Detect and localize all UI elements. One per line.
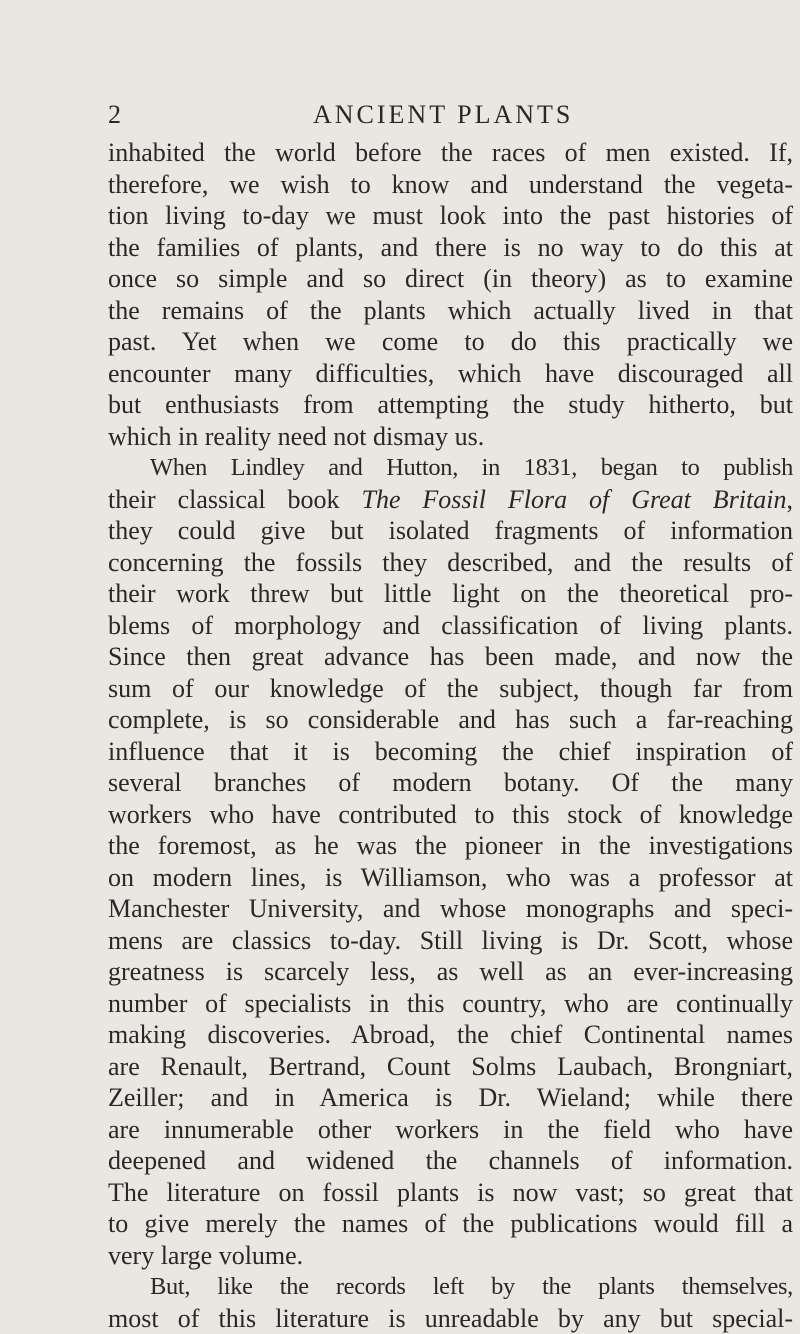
text-line: inhabited the world before the races of men existed. If, bbox=[108, 137, 793, 169]
text-line: Zeiller; and in America is Dr. Wieland; while there bbox=[108, 1082, 793, 1114]
running-title: ANCIENT PLANTS bbox=[313, 100, 573, 130]
text-line: their work threw but little light on the theoretical pro- bbox=[108, 578, 793, 610]
text-line: workers who have contributed to this stock of knowledge bbox=[108, 799, 793, 831]
text-line: but enthusiasts from attempting the study hitherto, but bbox=[108, 389, 793, 421]
text-segment: their classical book bbox=[108, 485, 361, 514]
text-line: number of specialists in this country, who are continually bbox=[108, 988, 793, 1020]
text-line: But, like the records left by the plants themselves, bbox=[108, 1271, 793, 1303]
text-line: therefore, we wish to know and understand the vegeta- bbox=[108, 169, 793, 201]
text-line: once so simple and so direct (in theory) as to examine bbox=[108, 263, 793, 295]
text-line: several branches of modern botany. Of the many bbox=[108, 767, 793, 799]
text-line: influence that it is becoming the chief inspiration of bbox=[108, 736, 793, 768]
text-line: are innumerable other workers in the field who have bbox=[108, 1114, 793, 1146]
text-line: very large volume. bbox=[108, 1240, 793, 1272]
text-line bbox=[108, 484, 793, 516]
text-line: Manchester University, and whose monographs and speci- bbox=[108, 893, 793, 925]
text-line: greatness is scarcely less, as well as an ever-increasing bbox=[108, 956, 793, 988]
text-line: deepened and widened the channels of information. bbox=[108, 1145, 793, 1177]
text-line: to give merely the names of the publications would fill a bbox=[108, 1208, 793, 1240]
text-line: mens are classics to-day. Still living is Dr. Scott, whose bbox=[108, 925, 793, 957]
text-line: the remains of the plants which actually lived in that bbox=[108, 295, 793, 327]
text-line: concerning the fossils they described, and the results of bbox=[108, 547, 793, 579]
text-line: they could give but isolated fragments of information bbox=[108, 515, 793, 547]
text-segment: , bbox=[786, 485, 793, 514]
text-line: sum of our knowledge of the subject, though far from bbox=[108, 673, 793, 705]
text-line: on modern lines, is Williamson, who was a professor at bbox=[108, 862, 793, 894]
text-line: tion living to-day we must look into the past histories of bbox=[108, 200, 793, 232]
text-line: Since then great advance has been made, and now the bbox=[108, 641, 793, 673]
text-line: blems of morphology and classification of living plants. bbox=[108, 610, 793, 642]
text-line: past. Yet when we come to do this practically we bbox=[108, 326, 793, 358]
page-number: 2 bbox=[108, 100, 122, 130]
text-line: are Renault, Bertrand, Count Solms Laubach, Brongniart, bbox=[108, 1051, 793, 1083]
book-title-italic: The Fossil Flora of Great Britain bbox=[361, 485, 786, 514]
body-text bbox=[108, 137, 793, 1334]
running-head bbox=[108, 100, 800, 134]
text-line: the families of plants, and there is no way to do this at bbox=[108, 232, 793, 264]
text-line: making discoveries. Abroad, the chief Continental names bbox=[108, 1019, 793, 1051]
text-line: encounter many difficulties, which have discouraged all bbox=[108, 358, 793, 390]
text-line: which in reality need not dismay us. bbox=[108, 421, 793, 453]
text-line bbox=[108, 452, 793, 484]
text-line: the foremost, as he was the pioneer in the investigations bbox=[108, 830, 793, 862]
text-line: most of this literature is unreadable by any but special- bbox=[108, 1303, 793, 1334]
text-segment: When Lindley and Hutton, in 1831, began to publish bbox=[150, 454, 793, 481]
text-line: The literature on fossil plants is now vast; so great that bbox=[108, 1177, 793, 1209]
text-line: complete, is so considerable and has such a far-reaching bbox=[108, 704, 793, 736]
